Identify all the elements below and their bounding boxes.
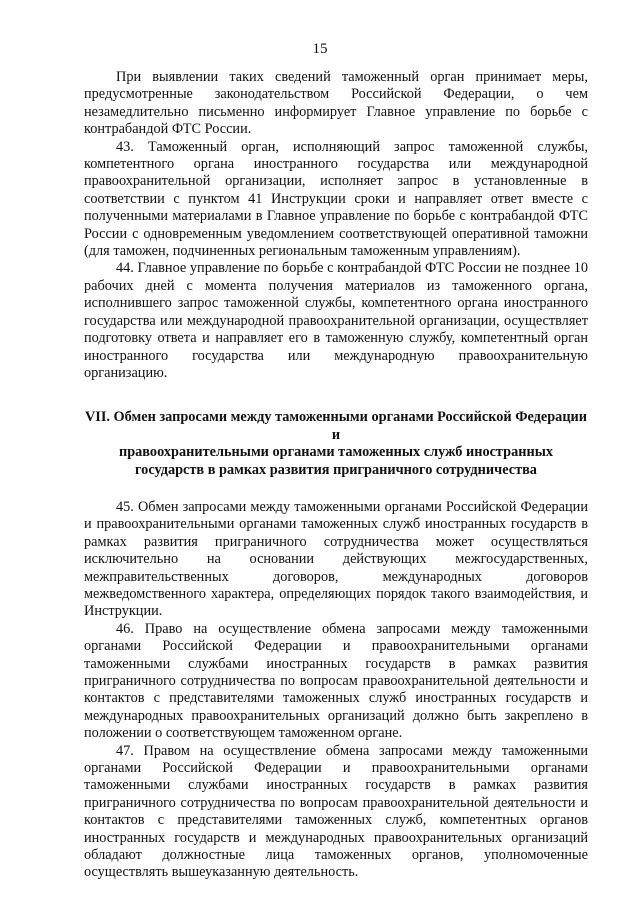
document-body xyxy=(84,69,588,882)
paragraph-45: 45. Обмен запросами между таможенными органами Российской Федерации и правоохранительными органами таможенных служб иностранных государств в рамках развития приграничного сотрудничества может осуществляться исключительно на основании действующих межгосударственных, межправительственных договоров, международных договоров межведомственного характера, определяющих порядок такого взаимодействия, и Инструкции. xyxy=(84,498,588,620)
section-heading-line: VII. Обмен запросами между таможенными органами Российской Федерации и xyxy=(84,409,588,443)
paragraph-43: 43. Таможенный орган, исполняющий запрос таможенной службы, компетентного органа иностранного государства или международной правоохранительной организации, исполняет запрос в установленные в соответствии с пунктом 41 Инструкции сроки и направляет ответ вместе с полученными материалами в Главное управление по борьбе с контрабандой ФТС России с одновременным уведомлением соответствующей оперативной таможни (для таможен, подчиненных региональным таможенным управлениям). xyxy=(84,138,588,260)
paragraph-continuation: При выявлении таких сведений таможенный орган принимает меры, предусмотренные законодательством Российской Федерации, о чем незамедлительно письменно информирует Главное управление по борьбе с контрабандой ФТС России. xyxy=(84,69,588,138)
paragraph-44: 44. Главное управление по борьбе с контрабандой ФТС России не позднее 10 рабочих дней с момента получения материалов из таможенного органа, исполнившего запрос таможенной службы, компетентного органа иностранного государства или международной правоохранительной организации, осуществляет подготовку ответа и направляет его в таможенную службу, компетентный орган иностранного государства или международную правоохранительную организацию. xyxy=(84,260,588,381)
page-number: 15 xyxy=(312,41,328,57)
section-heading xyxy=(84,409,588,479)
paragraph-47: 47. Правом на осуществление обмена запросами между таможенными органами Российской Федерации и правоохранительными органами таможенными службами иностранных государств в рамках развития приграничного сотрудничества по вопросам правоохранительной деятельности и контактов с представителями таможенных служб, компетентных органов иностранных государств и международных правоохранительных организаций обладают должностные лица таможенных органов, уполномоченные осуществлять вышеуказанную деятельность. xyxy=(84,742,588,881)
section-heading-line: правоохранительными органами таможенных служб иностранных xyxy=(118,444,554,461)
paragraph-46: 46. Право на осуществление обмена запросами между таможенными органами Российской Федерации и правоохранительными органами таможенными службами иностранных государств в рамках развития приграничного сотрудничества по вопросам правоохранительной деятельности и контактов с представителями таможенных служб иностранных государств и международных правоохранительных организаций должно быть закреплено в положении о соответствующем таможенном органе. xyxy=(84,620,588,742)
section-heading-line: государств в рамках развития приграничного сотрудничества xyxy=(135,461,537,478)
